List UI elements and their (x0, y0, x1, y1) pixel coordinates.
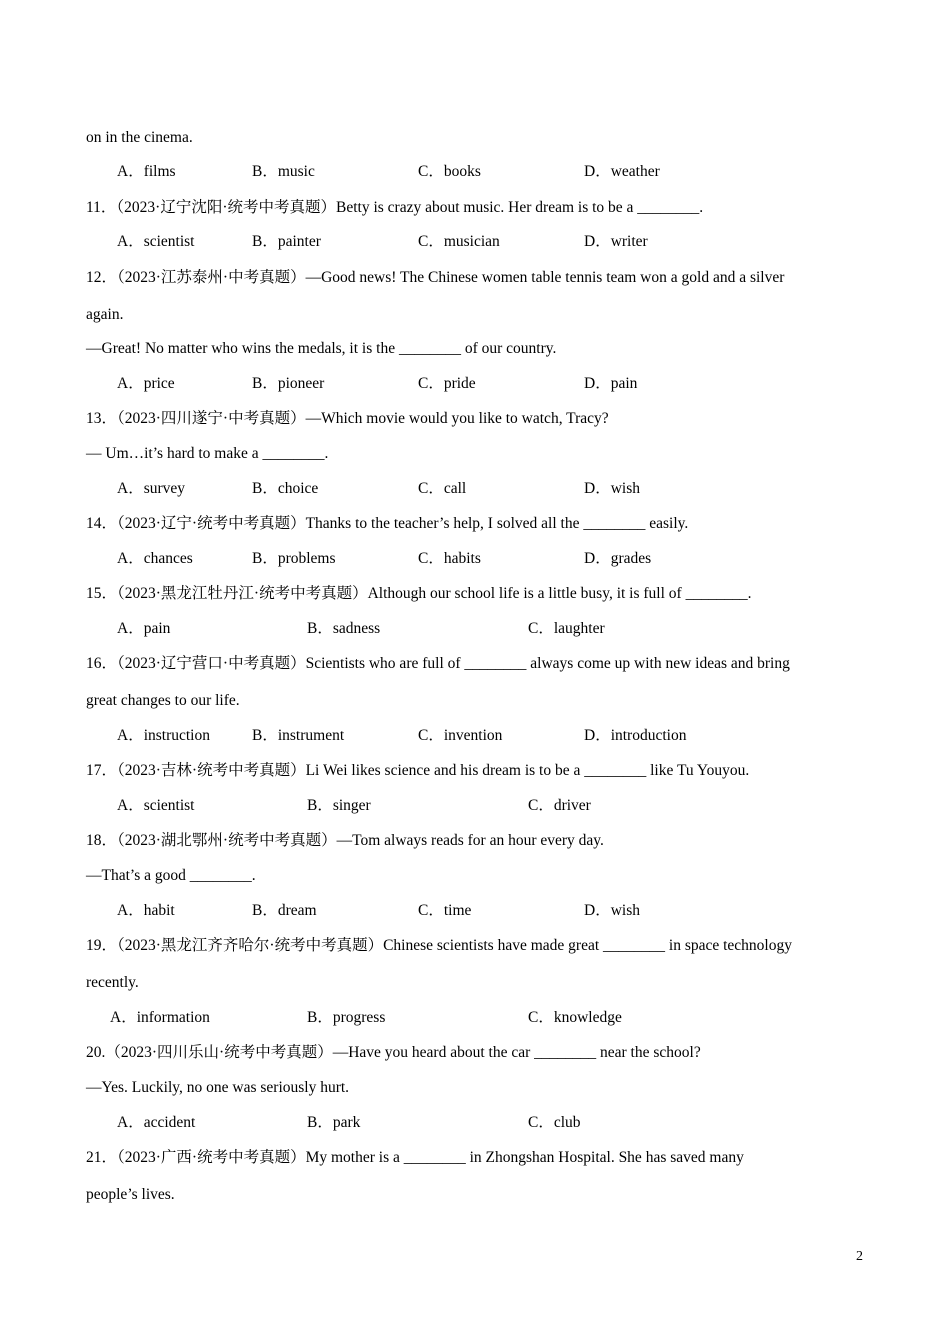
question-20-stem: 20.（2023·四川乐山·统考中考真题）—Have you heard about the car ________ near the school? (86, 1044, 701, 1061)
option-b: B．music (252, 163, 315, 180)
option-b: B．problems (252, 550, 336, 567)
option-b: B．progress (307, 1009, 386, 1026)
question-11-options (0, 233, 950, 251)
question-13-stem: 13．（2023·四川遂宁·中考真题）—Which movie would you like to watch, Tracy? (86, 410, 609, 427)
option-a: A．chances (117, 550, 193, 567)
question-16-stem: 16．（2023·辽宁营口·中考真题）Scientists who are full of ________ always come up with new ideas and bring (86, 655, 790, 672)
question-20-response: —Yes. Luckily, no one was seriously hurt. (86, 1079, 350, 1096)
question-12-response: —Great! No matter who wins the medals, it is the ________ of our country. (86, 340, 557, 357)
option-b: B．sadness (307, 620, 381, 637)
option-a: A．accident (117, 1114, 196, 1131)
question-13-options (0, 480, 950, 498)
option-d: D．introduction (584, 727, 687, 744)
question-10-options (0, 163, 950, 181)
option-d: D．grades (584, 550, 652, 567)
question-14-options (0, 550, 950, 568)
option-a: A．scientist (117, 233, 195, 250)
question-19-stem: 19．（2023·黑龙江齐齐哈尔·统考中考真题）Chinese scientists have made great ________ in space technology (86, 937, 792, 954)
option-b: B．choice (252, 480, 319, 497)
question-13-response: — Um…it’s hard to make a ________. (86, 445, 329, 462)
option-a: A．habit (117, 902, 175, 919)
question-16-stem-cont: great changes to our life. (86, 692, 240, 709)
option-c: C．call (418, 480, 467, 497)
option-c: C．time (418, 902, 472, 919)
question-19-options (0, 1009, 950, 1027)
question-11-stem: 11．（2023·辽宁沈阳·统考中考真题）Betty is crazy about music. Her dream is to be a ________. (86, 199, 704, 216)
option-c: C．knowledge (528, 1009, 622, 1026)
question-17-options (0, 797, 950, 815)
question-19-stem-cont: recently. (86, 974, 139, 991)
option-d: D．writer (584, 233, 648, 250)
option-c: C．laughter (528, 620, 605, 637)
question-12-options (0, 375, 950, 393)
option-c: C．habits (418, 550, 481, 567)
option-c: C．club (528, 1114, 581, 1131)
option-d: D．wish (584, 480, 640, 497)
question-20-options (0, 1114, 950, 1132)
question-12-stem-cont: again. (86, 306, 124, 323)
question-21-stem-cont: people’s lives. (86, 1186, 175, 1203)
option-c: C．driver (528, 797, 591, 814)
question-14-stem: 14．（2023·辽宁·统考中考真题）Thanks to the teacher’s help, I solved all the ________ easily. (86, 515, 689, 532)
option-a: A．scientist (117, 797, 195, 814)
question-17-stem: 17．（2023·吉林·统考中考真题）Li Wei likes science and his dream is to be a ________ like Tu Youyou. (86, 762, 750, 779)
option-d: D．wish (584, 902, 640, 919)
page-number: 2 (856, 1249, 863, 1264)
option-b: B．painter (252, 233, 321, 250)
option-a: A．survey (117, 480, 186, 497)
question-15-options (0, 620, 950, 638)
option-a: A．films (117, 163, 176, 180)
option-b: B．instrument (252, 727, 345, 744)
question-10-stem-tail: on in the cinema. (86, 129, 193, 146)
option-a: A．price (117, 375, 175, 392)
question-15-stem: 15．（2023·黑龙江牡丹江·统考中考真题）Although our school life is a little busy, it is full of ________. (86, 585, 752, 602)
option-d: D．weather (584, 163, 660, 180)
question-16-options (0, 727, 950, 745)
option-a: A．pain (117, 620, 171, 637)
question-18-options (0, 902, 950, 920)
option-b: B．dream (252, 902, 317, 919)
option-d: D．pain (584, 375, 638, 392)
option-c: C．musician (418, 233, 500, 250)
question-21-stem: 21．（2023·广西·统考中考真题）My mother is a ________ in Zhongshan Hospital. She has saved many (86, 1149, 744, 1166)
option-b: B．park (307, 1114, 361, 1131)
option-c: C．books (418, 163, 481, 180)
option-a: A．instruction (117, 727, 210, 744)
question-18-stem: 18．（2023·湖北鄂州·统考中考真题）—Tom always reads for an hour every day. (86, 832, 604, 849)
question-18-response: —That’s a good ________. (86, 867, 256, 884)
option-a: A．information (110, 1009, 210, 1026)
option-b: B．pioneer (252, 375, 325, 392)
option-b: B．singer (307, 797, 371, 814)
option-c: C．pride (418, 375, 476, 392)
option-c: C．invention (418, 727, 503, 744)
question-12-stem: 12．（2023·江苏泰州·中考真题）—Good news! The Chinese women table tennis team won a gold and a silver (86, 269, 785, 286)
